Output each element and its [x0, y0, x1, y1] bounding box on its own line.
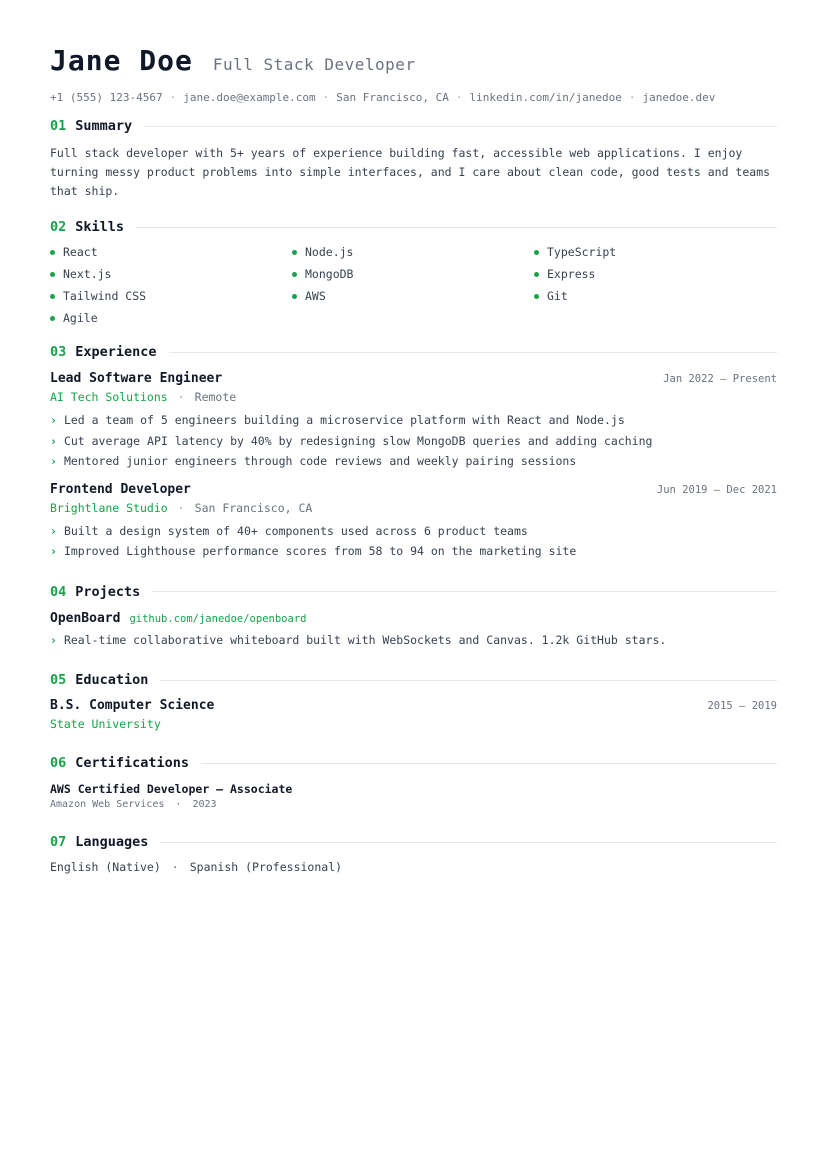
job-location: Remote	[194, 390, 237, 404]
bullet-dot-icon	[534, 250, 539, 255]
list-item	[50, 630, 777, 651]
education-entry	[50, 698, 777, 731]
section-number: 02	[50, 219, 67, 235]
skill-label: TypeScript	[547, 245, 617, 259]
job-bullets	[50, 521, 777, 562]
section-divider	[160, 842, 777, 843]
skill-item	[50, 310, 292, 326]
skills-grid	[50, 244, 777, 326]
skill-item	[292, 288, 534, 304]
project-name: OpenBoard	[50, 610, 121, 626]
certification-issuer: Amazon Web Services	[50, 799, 165, 810]
job-role: Full Stack Developer	[212, 55, 416, 74]
skill-label: AWS	[305, 289, 326, 303]
bullet-dot-icon	[50, 250, 55, 255]
contact-location: San Francisco, CA	[336, 91, 449, 104]
skill-label: Next.js	[63, 267, 112, 281]
job-bullets	[50, 410, 777, 472]
skill-item	[534, 244, 776, 260]
project-entry	[50, 611, 777, 626]
section-divider	[160, 680, 777, 681]
inline-separator: ·	[175, 799, 182, 810]
section-title: Languages	[75, 834, 149, 850]
job-dates: Jun 2019 – Dec 2021	[656, 483, 777, 496]
bullet-dot-icon	[292, 294, 297, 299]
certification-year: 2023	[192, 799, 217, 810]
company-name: AI Tech Solutions	[50, 390, 168, 404]
company-name: Brightlane Studio	[50, 500, 168, 515]
skill-label: Git	[547, 289, 568, 303]
contact-website[interactable]: janedoe.dev	[642, 91, 716, 104]
skill-label: Node.js	[305, 245, 354, 259]
contact-email[interactable]: jane.doe@example.com	[183, 91, 316, 104]
contact-separator: ·	[322, 91, 330, 104]
chevron-right-icon: ›	[50, 632, 57, 647]
bullet-text: Cut average API latency by 40% by redesigning slow MongoDB queries and adding caching	[63, 433, 653, 448]
section-number: 05	[50, 672, 67, 688]
person-name: Jane Doe	[50, 44, 193, 77]
skill-item	[50, 244, 292, 260]
contact-separator: ·	[169, 91, 177, 104]
summary-text: Full stack developer with 5+ years of experience building fast, accessible web applications. I enjoy turning messy product problems into simple interfaces, and I care about clean code, good tests and teams that ship.	[50, 146, 771, 198]
bullet-dot-icon	[50, 294, 55, 299]
section-number: 04	[50, 583, 67, 600]
bullet-dot-icon	[50, 272, 55, 277]
section-divider	[169, 352, 777, 353]
section-heading-languages	[50, 834, 777, 850]
section-divider	[201, 763, 777, 764]
contact-phone: +1 (555) 123-4567	[50, 91, 163, 104]
section-title: Certifications	[75, 755, 190, 771]
education-dates: 2015 – 2019	[707, 700, 777, 712]
contact-line	[50, 91, 777, 104]
chevron-right-icon: ›	[50, 454, 57, 468]
project-link[interactable]: github.com/janedoe/openboard	[129, 612, 307, 625]
section-title: Skills	[75, 219, 125, 235]
experience-entry	[50, 371, 777, 472]
section-divider	[152, 591, 777, 592]
list-item	[50, 521, 777, 542]
section-title: Experience	[75, 344, 157, 360]
chevron-right-icon: ›	[50, 523, 57, 538]
inline-separator: ·	[171, 860, 179, 874]
job-title: Frontend Developer	[50, 481, 191, 497]
language-item: Spanish (Professional)	[189, 860, 343, 874]
section-heading-summary	[50, 118, 777, 134]
skill-label: Express	[547, 267, 596, 281]
job-title: Lead Software Engineer	[50, 371, 223, 386]
bullet-dot-icon	[292, 250, 297, 255]
degree-name: B.S. Computer Science	[50, 698, 215, 713]
skill-label: MongoDB	[305, 267, 354, 281]
section-title: Education	[75, 672, 149, 688]
experience-entry	[50, 482, 777, 562]
inline-separator: ·	[177, 390, 185, 404]
section-number: 03	[50, 344, 67, 360]
contact-separator: ·	[455, 91, 463, 104]
inline-separator: ·	[177, 500, 185, 515]
job-dates: Jan 2022 – Present	[663, 373, 777, 385]
skill-item	[292, 266, 534, 282]
section-heading-certifications	[50, 755, 777, 771]
list-item	[50, 541, 777, 562]
bullet-dot-icon	[50, 316, 55, 321]
list-item	[50, 410, 777, 431]
bullet-text: Improved Lighthouse performance scores from 58 to 94 on the marketing site	[63, 544, 577, 558]
section-heading-skills	[50, 219, 777, 235]
resume-header	[50, 44, 777, 77]
bullet-text: Led a team of 5 engineers building a microservice platform with React and Node.js	[63, 413, 625, 427]
section-title: Projects	[75, 583, 141, 600]
skill-item	[292, 244, 534, 260]
bullet-dot-icon	[534, 294, 539, 299]
section-number: 06	[50, 755, 67, 771]
bullet-dot-icon	[292, 272, 297, 277]
section-heading-experience	[50, 344, 777, 360]
certification-name: AWS Certified Developer – Associate	[50, 782, 293, 796]
skill-item	[534, 288, 776, 304]
skill-label: React	[63, 245, 98, 259]
bullet-dot-icon	[534, 272, 539, 277]
section-number: 07	[50, 834, 67, 850]
skill-item	[534, 266, 776, 282]
school-name: State University	[50, 717, 161, 731]
section-heading-education	[50, 672, 777, 688]
project-bullets	[50, 630, 777, 651]
languages-line	[50, 860, 777, 874]
skill-item	[50, 266, 292, 282]
list-item	[50, 451, 777, 472]
bullet-text: Mentored junior engineers through code reviews and weekly pairing sessions	[63, 454, 577, 468]
skill-label: Tailwind CSS	[63, 289, 147, 303]
section-divider	[144, 126, 777, 127]
section-heading-projects	[50, 584, 777, 600]
section-divider	[136, 227, 777, 228]
language-item: English (Native)	[50, 860, 161, 874]
section-number: 01	[50, 118, 67, 134]
contact-separator: ·	[628, 91, 636, 104]
skill-label: Agile	[63, 311, 98, 325]
bullet-text: Built a design system of 40+ components used across 6 product teams	[63, 523, 528, 538]
chevron-right-icon: ›	[50, 413, 57, 427]
section-title: Summary	[75, 118, 133, 134]
contact-linkedin[interactable]: linkedin.com/in/janedoe	[469, 91, 622, 104]
chevron-right-icon: ›	[50, 433, 57, 448]
job-location: San Francisco, CA	[194, 500, 313, 515]
certification-meta	[50, 799, 777, 810]
bullet-text: Real-time collaborative whiteboard built with WebSockets and Canvas. 1.2k GitHub stars.	[63, 632, 667, 647]
chevron-right-icon: ›	[50, 544, 57, 558]
list-item	[50, 431, 777, 452]
skill-item	[50, 288, 292, 304]
